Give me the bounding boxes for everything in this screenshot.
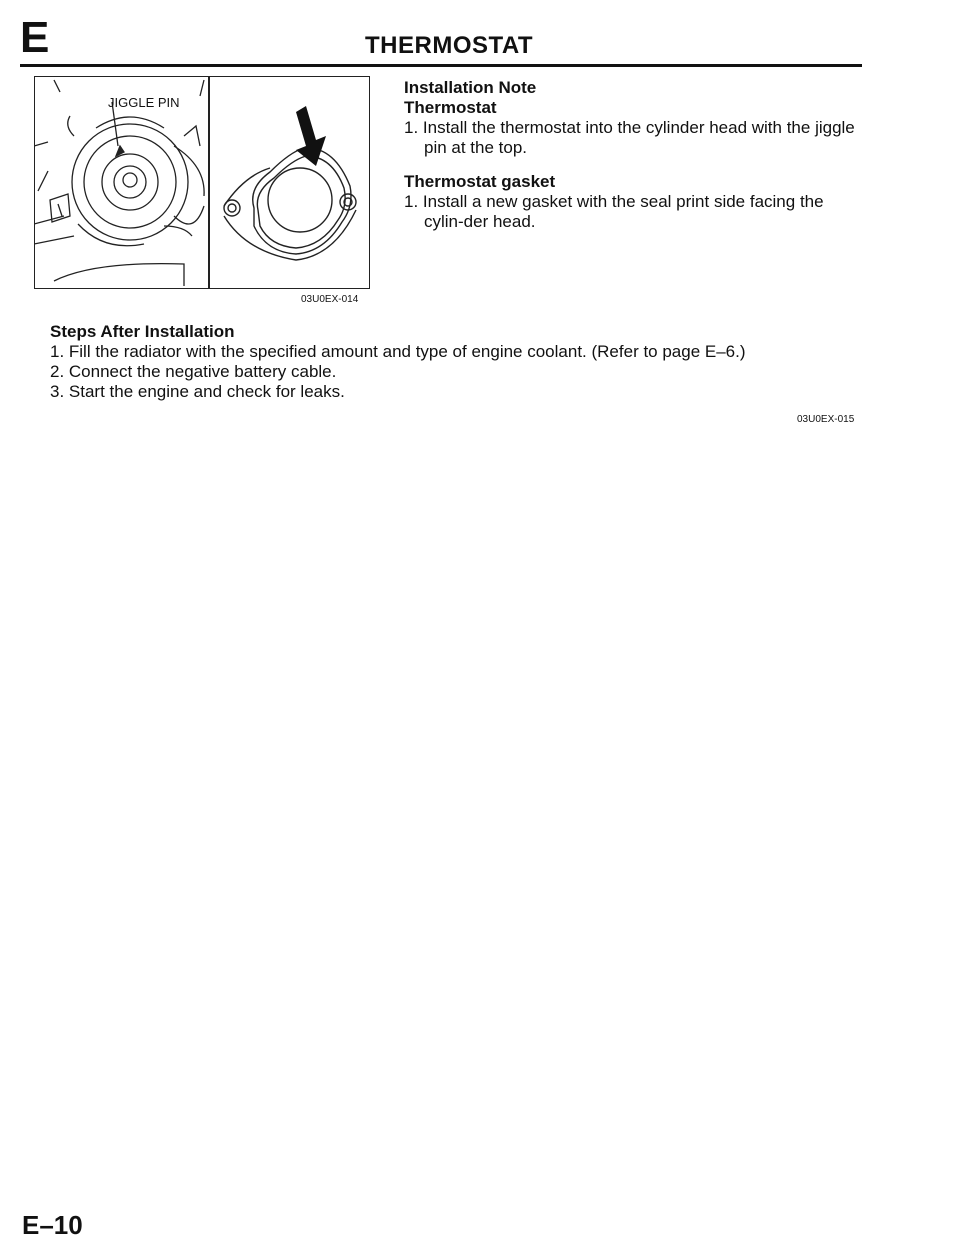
steps-after-step-3: 3. Start the engine and check for leaks.: [50, 382, 345, 401]
thermostat-subheading: Thermostat: [404, 98, 497, 117]
header-rule: [20, 64, 862, 67]
page-number: E–10: [22, 1210, 83, 1240]
gasket-step-1: 1. Install a new gasket with the seal print side facing the cylin-der head.: [404, 192, 824, 231]
steps-after-step-1: 1. Fill the radiator with the specified amount and type of engine coolant. (Refer to page E–6.): [50, 342, 746, 361]
steps-after-installation: [50, 322, 870, 402]
thermostat-step-1: 1. Install the thermostat into the cylinder head with the jiggle pin at the top.: [404, 118, 855, 157]
gasket-drawing: [224, 148, 356, 260]
pointer-arrow-icon: [296, 106, 326, 166]
installation-note: [404, 78, 864, 158]
thermostat-figure: [34, 76, 370, 289]
page-title: THERMOSTAT: [365, 32, 534, 59]
installation-note-heading: Installation Note: [404, 78, 537, 97]
jiggle-pin-label: JIGGLE PIN: [108, 95, 180, 110]
thermostat-gasket: [404, 172, 864, 232]
section-letter: E: [20, 13, 50, 62]
steps-after-heading: Steps After Installation: [50, 322, 235, 341]
gasket-subheading: Thermostat gasket: [404, 172, 556, 191]
figure-code: 03U0EX-014: [301, 294, 359, 305]
section-code: 03U0EX-015: [797, 414, 855, 425]
steps-after-step-2: 2. Connect the negative battery cable.: [50, 362, 337, 381]
thermostat-housing-drawing: [34, 80, 204, 286]
